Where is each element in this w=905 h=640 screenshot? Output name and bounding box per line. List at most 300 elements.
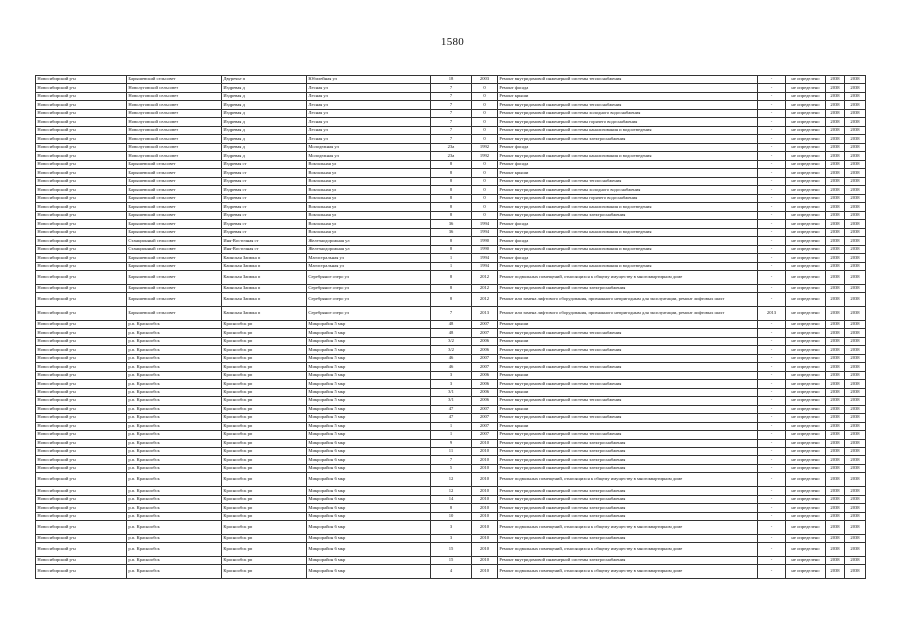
work-type-cell: Ремонт внутридомовой инженерной системы теплоснабжения: [498, 76, 758, 84]
last-repair-cell: -: [758, 169, 786, 177]
district-cell: Новосибирский р-н: [36, 109, 127, 117]
house-cell: 8: [431, 237, 472, 245]
district-cell: Новосибирский р-н: [36, 237, 127, 245]
settlement-cell: Барышевский сельсовет: [127, 160, 222, 168]
house-cell: 23а: [431, 143, 472, 151]
street-cell: Микрорайон 6 мкр: [307, 464, 431, 472]
house-cell: 8: [431, 293, 472, 307]
plan-start-cell: 2038: [826, 556, 845, 564]
work-type-cell: Ремонт внутридомовой инженерной системы теплоснабжения: [498, 363, 758, 371]
street-cell: Микрорайон 5 мкр: [307, 414, 431, 422]
plan-start-cell: 2038: [826, 135, 845, 143]
work-type-cell: Ремонт внутридомовой инженерной системы канализования и водоотведения: [498, 152, 758, 160]
district-cell: Новосибирский р-н: [36, 431, 127, 439]
year-built-cell: 0: [472, 194, 498, 202]
street-cell: Микрорайон 5 мкр: [307, 380, 431, 388]
table-row: [36, 405, 866, 413]
settlement-cell: Барышевский сельсовет: [127, 203, 222, 211]
plan-end-cell: 2038: [845, 220, 866, 228]
cost-cell: не определено: [786, 487, 826, 495]
settlement-cell: Барышевский сельсовет: [127, 76, 222, 84]
plan-start-cell: 2038: [826, 534, 845, 542]
cost-cell: не определено: [786, 262, 826, 270]
year-built-cell: 2010: [472, 556, 498, 564]
house-cell: 7: [431, 456, 472, 464]
last-repair-cell: -: [758, 84, 786, 92]
street-cell: Лесная ул: [307, 126, 431, 134]
work-type-cell: Ремонт внутридомовой инженерной системы электроснабжения: [498, 448, 758, 456]
locality-cell: Издревая ст: [222, 177, 307, 185]
last-repair-cell: -: [758, 556, 786, 564]
locality-cell: Каинская Заимка п: [222, 293, 307, 307]
table-row: [36, 109, 866, 117]
plan-end-cell: 2038: [845, 346, 866, 354]
table-row: [36, 422, 866, 430]
cost-cell: не определено: [786, 126, 826, 134]
table-row: [36, 371, 866, 379]
cost-cell: не определено: [786, 534, 826, 542]
house-cell: 48: [431, 329, 472, 337]
table-row: [36, 473, 866, 487]
work-type-cell: Ремонт внутридомовой инженерной системы канализования и водоотведения: [498, 262, 758, 270]
work-type-cell: Ремонт крыши: [498, 388, 758, 396]
house-cell: 3/1: [431, 397, 472, 405]
settlement-cell: Новолуговской сельсовет: [127, 109, 222, 117]
plan-end-cell: 2038: [845, 414, 866, 422]
year-built-cell: 2007: [472, 354, 498, 362]
plan-start-cell: 2038: [826, 76, 845, 84]
house-cell: 36: [431, 228, 472, 236]
year-built-cell: 2010: [472, 439, 498, 447]
locality-cell: Издревая ст: [222, 203, 307, 211]
locality-cell: Издревая ст: [222, 211, 307, 219]
table-row: [36, 293, 866, 307]
district-cell: Новосибирский р-н: [36, 354, 127, 362]
plan-end-cell: 2038: [845, 521, 866, 535]
plan-start-cell: 2038: [826, 177, 845, 185]
cost-cell: не определено: [786, 363, 826, 371]
table-row: [36, 101, 866, 109]
locality-cell: Каинская Заимка п: [222, 254, 307, 262]
plan-start-cell: 2038: [826, 152, 845, 160]
house-cell: 7: [431, 84, 472, 92]
last-repair-cell: -: [758, 414, 786, 422]
cost-cell: не определено: [786, 473, 826, 487]
plan-start-cell: 2038: [826, 504, 845, 512]
street-cell: Микрорайон 6 мкр: [307, 456, 431, 464]
settlement-cell: р.п. Краснообск: [127, 337, 222, 345]
locality-cell: Краснообск рп: [222, 512, 307, 520]
street-cell: Лесная ул: [307, 84, 431, 92]
work-type-cell: Ремонт внутридомовой инженерной системы теплоснабжения: [498, 397, 758, 405]
house-cell: 10: [431, 512, 472, 520]
cost-cell: не определено: [786, 495, 826, 503]
settlement-cell: р.п. Краснообск: [127, 534, 222, 542]
year-built-cell: 2006: [472, 388, 498, 396]
district-cell: Новосибирский р-н: [36, 495, 127, 503]
settlement-cell: Новолуговской сельсовет: [127, 118, 222, 126]
year-built-cell: 0: [472, 135, 498, 143]
cost-cell: не определено: [786, 431, 826, 439]
locality-cell: Краснообск рп: [222, 422, 307, 430]
table-row: [36, 135, 866, 143]
cost-cell: не определено: [786, 152, 826, 160]
house-cell: 1: [431, 422, 472, 430]
plan-end-cell: 2038: [845, 186, 866, 194]
locality-cell: Каинская Заимка п: [222, 307, 307, 321]
district-cell: Новосибирский р-н: [36, 512, 127, 520]
street-cell: Железнодорожная ул: [307, 237, 431, 245]
plan-end-cell: 2038: [845, 543, 866, 557]
house-cell: 8: [431, 504, 472, 512]
plan-end-cell: 2038: [845, 84, 866, 92]
settlement-cell: Барышевский сельсовет: [127, 254, 222, 262]
table-row: [36, 512, 866, 520]
table-row: [36, 495, 866, 503]
year-built-cell: 1994: [472, 262, 498, 270]
district-cell: Новосибирский р-н: [36, 228, 127, 236]
year-built-cell: 0: [472, 101, 498, 109]
plan-end-cell: 2038: [845, 160, 866, 168]
last-repair-cell: -: [758, 320, 786, 328]
plan-start-cell: 2038: [826, 495, 845, 503]
cost-cell: не определено: [786, 456, 826, 464]
district-cell: Новосибирский р-н: [36, 388, 127, 396]
year-built-cell: 0: [472, 211, 498, 219]
street-cell: Молодежная ул: [307, 152, 431, 160]
settlement-cell: Барышевский сельсовет: [127, 262, 222, 270]
last-repair-cell: -: [758, 101, 786, 109]
house-cell: 18: [431, 76, 472, 84]
plan-start-cell: 2038: [826, 101, 845, 109]
year-built-cell: 0: [472, 160, 498, 168]
plan-end-cell: 2038: [845, 320, 866, 328]
table-row: [36, 543, 866, 557]
last-repair-cell: -: [758, 521, 786, 535]
year-built-cell: 2010: [472, 534, 498, 542]
locality-cell: Издревая д: [222, 152, 307, 160]
cost-cell: не определено: [786, 414, 826, 422]
cost-cell: не определено: [786, 143, 826, 151]
work-type-cell: Ремонт фасада: [498, 84, 758, 92]
district-cell: Новосибирский р-н: [36, 504, 127, 512]
street-cell: Вокзальная ул: [307, 211, 431, 219]
cost-cell: не определено: [786, 271, 826, 285]
settlement-cell: Барышевский сельсовет: [127, 177, 222, 185]
last-repair-cell: -: [758, 237, 786, 245]
year-built-cell: 1990: [472, 237, 498, 245]
district-cell: Новосибирский р-н: [36, 160, 127, 168]
settlement-cell: Барышевский сельсовет: [127, 228, 222, 236]
plan-start-cell: 2038: [826, 448, 845, 456]
house-cell: 46: [431, 354, 472, 362]
house-cell: 3/2: [431, 337, 472, 345]
locality-cell: Издревая д: [222, 84, 307, 92]
locality-cell: Краснообск рп: [222, 556, 307, 564]
house-cell: 8: [431, 245, 472, 253]
cost-cell: не определено: [786, 405, 826, 413]
plan-start-cell: 2038: [826, 194, 845, 202]
plan-start-cell: 2038: [826, 397, 845, 405]
house-cell: 8: [431, 186, 472, 194]
work-type-cell: Ремонт внутридомовой инженерной системы горячего водоснабжения: [498, 118, 758, 126]
table-row: [36, 237, 866, 245]
work-type-cell: Ремонт внутридомовой инженерной системы электроснабжения: [498, 534, 758, 542]
work-type-cell: Ремонт подвальных помещений, относящихся к общему имуществу в многоквартирном доме: [498, 521, 758, 535]
plan-start-cell: 2038: [826, 487, 845, 495]
district-cell: Новосибирский р-н: [36, 76, 127, 84]
district-cell: Новосибирский р-н: [36, 320, 127, 328]
plan-start-cell: 2038: [826, 109, 845, 117]
work-type-cell: Ремонт крыши: [498, 422, 758, 430]
settlement-cell: Станционный сельсовет: [127, 237, 222, 245]
last-repair-cell: -: [758, 293, 786, 307]
capital-repair-table: [35, 75, 866, 579]
work-type-cell: Ремонт крыши: [498, 371, 758, 379]
house-cell: 7: [431, 126, 472, 134]
work-type-cell: Ремонт внутридомовой инженерной системы электроснабжения: [498, 135, 758, 143]
locality-cell: Краснообск рп: [222, 363, 307, 371]
locality-cell: Издревая ст: [222, 220, 307, 228]
settlement-cell: р.п. Краснообск: [127, 397, 222, 405]
cost-cell: не определено: [786, 380, 826, 388]
last-repair-cell: -: [758, 211, 786, 219]
table-row: [36, 354, 866, 362]
cost-cell: не определено: [786, 371, 826, 379]
year-built-cell: 2010: [472, 543, 498, 557]
table-row: [36, 84, 866, 92]
settlement-cell: р.п. Краснообск: [127, 388, 222, 396]
year-built-cell: 0: [472, 118, 498, 126]
settlement-cell: р.п. Краснообск: [127, 346, 222, 354]
plan-start-cell: 2038: [826, 262, 845, 270]
street-cell: Микрорайон 5 мкр: [307, 388, 431, 396]
year-built-cell: 0: [472, 186, 498, 194]
work-type-cell: Ремонт внутридомовой инженерной системы канализования и водоотведения: [498, 126, 758, 134]
last-repair-cell: -: [758, 371, 786, 379]
table-row: [36, 320, 866, 328]
plan-start-cell: 2038: [826, 388, 845, 396]
district-cell: Новосибирский р-н: [36, 556, 127, 564]
locality-cell: Краснообск рп: [222, 521, 307, 535]
plan-end-cell: 2038: [845, 422, 866, 430]
settlement-cell: р.п. Краснообск: [127, 422, 222, 430]
house-cell: 5: [431, 464, 472, 472]
street-cell: Магистральная ул: [307, 262, 431, 270]
year-built-cell: 2007: [472, 431, 498, 439]
settlement-cell: Станционный сельсовет: [127, 245, 222, 253]
plan-end-cell: 2038: [845, 534, 866, 542]
table-row: [36, 262, 866, 270]
plan-end-cell: 2038: [845, 194, 866, 202]
plan-start-cell: 2038: [826, 228, 845, 236]
house-cell: 8: [431, 177, 472, 185]
house-cell: 11: [431, 448, 472, 456]
district-cell: Новосибирский р-н: [36, 405, 127, 413]
year-built-cell: 2006: [472, 337, 498, 345]
plan-end-cell: 2038: [845, 397, 866, 405]
settlement-cell: р.п. Краснообск: [127, 487, 222, 495]
plan-end-cell: 2038: [845, 177, 866, 185]
year-built-cell: 2007: [472, 422, 498, 430]
plan-start-cell: 2038: [826, 118, 845, 126]
table-row: [36, 228, 866, 236]
work-type-cell: Ремонт внутридомовой инженерной системы теплоснабжения: [498, 346, 758, 354]
plan-start-cell: 2038: [826, 92, 845, 100]
street-cell: Лесная ул: [307, 101, 431, 109]
locality-cell: Краснообск рп: [222, 534, 307, 542]
street-cell: Вокзальная ул: [307, 160, 431, 168]
settlement-cell: р.п. Краснообск: [127, 543, 222, 557]
settlement-cell: р.п. Краснообск: [127, 473, 222, 487]
street-cell: Микрорайон 5 мкр: [307, 354, 431, 362]
last-repair-cell: -: [758, 439, 786, 447]
table-row: [36, 448, 866, 456]
table-row: [36, 414, 866, 422]
work-type-cell: Ремонт крыши: [498, 320, 758, 328]
district-cell: Новосибирский р-н: [36, 135, 127, 143]
district-cell: Новосибирский р-н: [36, 284, 127, 292]
street-cell: Вокзальная ул: [307, 177, 431, 185]
cost-cell: не определено: [786, 464, 826, 472]
house-cell: 8: [431, 160, 472, 168]
cost-cell: не определено: [786, 565, 826, 579]
locality-cell: Издревая д: [222, 126, 307, 134]
plan-start-cell: 2038: [826, 354, 845, 362]
locality-cell: Каинская Заимка п: [222, 271, 307, 285]
last-repair-cell: -: [758, 118, 786, 126]
last-repair-cell: -: [758, 431, 786, 439]
year-built-cell: 2007: [472, 363, 498, 371]
last-repair-cell: -: [758, 245, 786, 253]
district-cell: Новосибирский р-н: [36, 565, 127, 579]
cost-cell: не определено: [786, 160, 826, 168]
plan-end-cell: 2038: [845, 431, 866, 439]
year-built-cell: 2003: [472, 76, 498, 84]
plan-start-cell: 2038: [826, 405, 845, 413]
plan-end-cell: 2038: [845, 152, 866, 160]
district-cell: Новосибирский р-н: [36, 84, 127, 92]
year-built-cell: 2012: [472, 293, 498, 307]
street-cell: Лесная ул: [307, 135, 431, 143]
settlement-cell: р.п. Краснообск: [127, 431, 222, 439]
settlement-cell: Новолуговской сельсовет: [127, 101, 222, 109]
year-built-cell: 2006: [472, 371, 498, 379]
last-repair-cell: -: [758, 504, 786, 512]
district-cell: Новосибирский р-н: [36, 177, 127, 185]
street-cell: Микрорайон 5 мкр: [307, 337, 431, 345]
locality-cell: Иня-Восточная ст: [222, 245, 307, 253]
last-repair-cell: -: [758, 160, 786, 168]
locality-cell: Каинская Заимка п: [222, 284, 307, 292]
cost-cell: не определено: [786, 284, 826, 292]
settlement-cell: Барышевский сельсовет: [127, 284, 222, 292]
district-cell: Новосибирский р-н: [36, 543, 127, 557]
last-repair-cell: -: [758, 329, 786, 337]
plan-end-cell: 2038: [845, 363, 866, 371]
house-cell: 36: [431, 220, 472, 228]
year-built-cell: 1994: [472, 220, 498, 228]
table-row: [36, 177, 866, 185]
year-built-cell: 2007: [472, 414, 498, 422]
table-row: [36, 363, 866, 371]
table-row: [36, 284, 866, 292]
plan-end-cell: 2038: [845, 464, 866, 472]
work-type-cell: Ремонт внутридомовой инженерной системы холодного водоснабжения: [498, 109, 758, 117]
house-cell: 7: [431, 109, 472, 117]
settlement-cell: Новолуговской сельсовет: [127, 126, 222, 134]
table-row: [36, 439, 866, 447]
work-type-cell: Ремонт крыши: [498, 169, 758, 177]
locality-cell: Краснообск рп: [222, 329, 307, 337]
street-cell: Микрорайон 5 мкр: [307, 363, 431, 371]
settlement-cell: Барышевский сельсовет: [127, 307, 222, 321]
work-type-cell: Ремонт или замена лифтового оборудования, признанного непригодным для эксплуатации, ремонт лифтовых шахт: [498, 307, 758, 321]
settlement-cell: Барышевский сельсовет: [127, 169, 222, 177]
district-cell: Новосибирский р-н: [36, 464, 127, 472]
house-cell: 8: [431, 169, 472, 177]
table-row: [36, 126, 866, 134]
work-type-cell: Ремонт внутридомовой инженерной системы электроснабжения: [498, 284, 758, 292]
work-type-cell: Ремонт внутридомовой инженерной системы электроснабжения: [498, 487, 758, 495]
street-cell: Микрорайон 6 мкр: [307, 543, 431, 557]
house-cell: 46: [431, 363, 472, 371]
cost-cell: не определено: [786, 186, 826, 194]
plan-start-cell: 2038: [826, 431, 845, 439]
district-cell: Новосибирский р-н: [36, 254, 127, 262]
locality-cell: Краснообск рп: [222, 456, 307, 464]
cost-cell: не определено: [786, 177, 826, 185]
district-cell: Новосибирский р-н: [36, 169, 127, 177]
plan-start-cell: 2038: [826, 84, 845, 92]
district-cell: Новосибирский р-н: [36, 152, 127, 160]
locality-cell: Издревая д: [222, 135, 307, 143]
cost-cell: не определено: [786, 354, 826, 362]
settlement-cell: р.п. Краснообск: [127, 380, 222, 388]
street-cell: Микрорайон 5 мкр: [307, 405, 431, 413]
table-body: [36, 76, 866, 579]
settlement-cell: р.п. Краснообск: [127, 320, 222, 328]
plan-start-cell: 2038: [826, 160, 845, 168]
plan-start-cell: 2038: [826, 473, 845, 487]
cost-cell: не определено: [786, 512, 826, 520]
district-cell: Новосибирский р-н: [36, 397, 127, 405]
last-repair-cell: -: [758, 565, 786, 579]
settlement-cell: р.п. Краснообск: [127, 456, 222, 464]
year-built-cell: 0: [472, 177, 498, 185]
district-cell: Новосибирский р-н: [36, 262, 127, 270]
last-repair-cell: -: [758, 487, 786, 495]
year-built-cell: 2007: [472, 405, 498, 413]
district-cell: Новосибирский р-н: [36, 380, 127, 388]
locality-cell: Краснообск рп: [222, 431, 307, 439]
work-type-cell: Ремонт внутридомовой инженерной системы электроснабжения: [498, 556, 758, 564]
plan-start-cell: 2038: [826, 422, 845, 430]
street-cell: Микрорайон 6 мкр: [307, 556, 431, 564]
cost-cell: не определено: [786, 556, 826, 564]
table-row: [36, 565, 866, 579]
street-cell: Железнодорожная ул: [307, 245, 431, 253]
plan-end-cell: 2038: [845, 76, 866, 84]
locality-cell: Краснообск рп: [222, 337, 307, 345]
year-built-cell: 2010: [472, 565, 498, 579]
plan-start-cell: 2038: [826, 245, 845, 253]
settlement-cell: Барышевский сельсовет: [127, 194, 222, 202]
plan-end-cell: 2038: [845, 380, 866, 388]
settlement-cell: р.п. Краснообск: [127, 414, 222, 422]
street-cell: Микрорайон 6 мкр: [307, 521, 431, 535]
house-cell: 7: [431, 135, 472, 143]
